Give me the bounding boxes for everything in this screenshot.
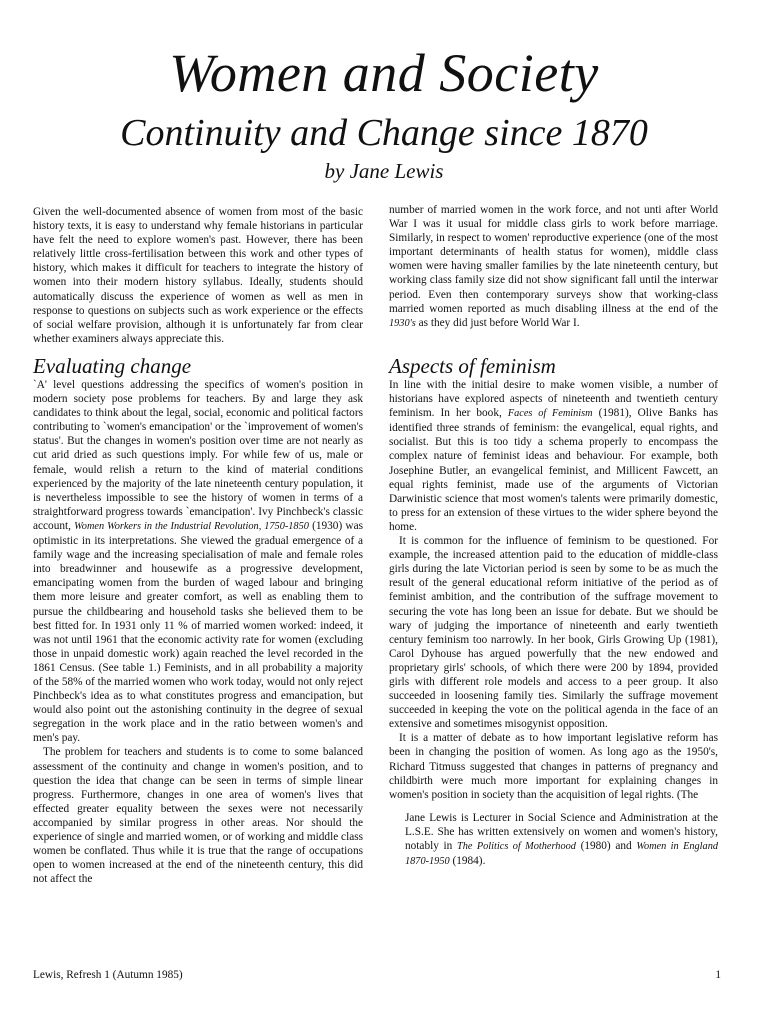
feminism-paragraph-3: It is a matter of debate as to how important legislative reform has been in changing the position of women. As long ago as the 1950's, Richard Titmuss suggested that changes in patterns of pregnancy and childbirth were much more important for explaining changes in women's position in society than the acquisition of legal rights. (The bbox=[389, 732, 718, 801]
feminism-paragraph-1 bbox=[389, 378, 718, 534]
paragraph-text: number of married women in the work force, and not unti after World War I was it usual for middle class girls to work before marriage. Similarly, in respect to women' reproductive experience (one of the most important determinants of health status for women), middle class women were having smaller families by the late nineteenth century, but working class family size did not show significant fall until the interwar period. Even then contemporary surveys show that working-class married women reported as much disabling illness at the end of the bbox=[389, 204, 718, 315]
paragraph-text: (1981), Olive Banks has identified three strands of feminism: the evangelical, equal rights, and socialist. But this is too tidy a schema properly to encompass the complex nature of feminist ideas and behaviour. For example, both Josephine Butler, an evangelical feminist, and Millicent Fawcett, an equal rights feminist, made use of the arguments of Victorian Darwinistic science that most women's talents were primarily domestic, to press for an extension of these virtues to the wider sphere beyond the home. bbox=[389, 407, 719, 533]
paragraph-text: as they did just before World War I. bbox=[418, 316, 580, 329]
paragraph-text: In line with the initial desire to make women visible, a number of historians have explored aspects of nineteenth and twentieth century feminism. In her book, bbox=[389, 379, 718, 420]
feminism-paragraph-2: It is common for the influence of feminism to be questioned. For example, the increased attention paid to the education of middle-class girls during the late Victorian period is seen by some to be as much the result of the general educational reform initiative of the period as of feminist ambition, and the contribution of the suffrage movement to securing the vote has long been an issue for debate. But we should be wary of judging the importance of nineteenth and early twentieth century feminism too narrowly. In her book, Girls Growing Up (1981), Carol Dyhouse has argued powerfully that the new endowed and proprietary girls' schools, of which there were 200 by 1894, provided girls with different role models and access to a peer group. It also succeeded in loosening family ties. Similarly the suffrage movement succeeded in keeping the vote on the political agenda in the face of an extensive and sometimes misogynist opposition. bbox=[389, 535, 718, 731]
book-citation-pinchbeck: Women Workers in the Industrial Revolution, 1750-1850 bbox=[74, 520, 309, 532]
decade-emphasis: 1930's bbox=[389, 317, 416, 329]
byline: by Jane Lewis bbox=[324, 159, 444, 183]
section-heading-aspects-of-feminism: Aspects of feminism bbox=[389, 354, 556, 378]
article-title: Women and Society bbox=[169, 43, 599, 103]
author-bio-text: (1980) and bbox=[580, 840, 632, 853]
author-note bbox=[405, 811, 718, 869]
continuation-paragraph bbox=[389, 203, 718, 331]
left-column-intro bbox=[33, 205, 363, 346]
evaluating-change-paragraph-2: The problem for teachers and students is to come to some balanced assessment of the continuity and change in women's position, and to question the idea that change can be seen in terms of simple linear progress. Furthermore, changes in one area of women's lives that effected greater equality between the sexes were not necessarily accompanied by similar progress in other areas. Nor should the experience of single and married women, or of working and middle class women be conflated. Thus while it is true that the range of occupations open to women increased at the end of the nineteenth century, this did not affect the bbox=[33, 746, 364, 886]
right-column-continuation bbox=[389, 203, 718, 331]
author-bio bbox=[405, 811, 718, 869]
section-heading-evaluating-change: Evaluating change bbox=[33, 354, 192, 378]
page-number: 1 bbox=[715, 969, 721, 981]
book-citation-politics-of-motherhood: The Politics of Motherhood bbox=[457, 841, 576, 853]
book-citation-banks: Faces of Feminism bbox=[507, 408, 593, 420]
paragraph-text: (1930) was optimistic in its interpretations. She viewed the gradual emergence of a family wage and the increasing specialisation of male and female roles into breadwinner and housewife as a progressive development, emancipating women from the burden of waged labour and bringing them more leisure and greater comfort, as well as enabling them to pursue the childbearing and household tasks she believed them to be best fitted for. In 1931 only 11 % of married women worked: indeed, it was not until 1961 that the economic activity rate for women (excluding those in unpaid domestic work) again reached the level recorded in the 1861 Census. (See table 1.) Feminists, and in all probability a majority of the 58% of the married women who work today, would not only reject Pinchbeck's idea as to what constitutes progress and emancipation, but would also point out the astonishing continuity in the degree of sexual segregation in the work place and in the ratio between women's and men's pay. bbox=[33, 519, 363, 745]
author-bio-text: Jane Lewis is Lecturer in Social Science and Administration at the L.S.E. She has written extensively on women and women's history, notably in bbox=[405, 812, 718, 853]
article-subtitle: Continuity and Change since 1870 bbox=[120, 112, 648, 154]
footer-citation: Lewis, Refresh 1 (Autumn 1985) bbox=[33, 969, 183, 981]
author-bio-text: (1984). bbox=[452, 855, 486, 868]
left-column-section bbox=[33, 354, 363, 886]
page-footer bbox=[33, 968, 721, 982]
paragraph-text: `A' level questions addressing the specifics of women's position in modern society pose problems for teachers. By and large they ask candidates to think about the legal, social, economic and political factors contributing to `women's emancipation' or the `improvement of women's status'. But the changes in women's position over time are not nearly as cut arid dried as such questions imply. For while few of us, male or female, would relish a return to the kind of material conditions experienced by the majority of the late nineteenth century population, it is nevertheless impossible to see the history of women in terms of a straightforward progress towards `emancipation'. Ivy Pinchbeck's classic account, bbox=[33, 379, 363, 532]
intro-paragraph: Given the well-documented absence of women from most of the basic history texts, it is easy to understand why female historians in particular have felt the need to explore women's past. However, there has been relatively little cross-fertilisation between this work and other types of history, which makes it difficult for teachers to integrate the history of women into their modern history syllabus. Ideally, students should automatically discuss the experience of women as well as men in response to questions on subjects such as work experience or the effects of social welfare provision, although it is unfortunately far from clear whether examiners always appreciate this. bbox=[33, 206, 363, 345]
evaluating-change-paragraph-1 bbox=[33, 378, 363, 745]
book-citation-women-in-england: Women in England 1870-1950 bbox=[405, 841, 718, 868]
right-column-section bbox=[389, 354, 718, 802]
